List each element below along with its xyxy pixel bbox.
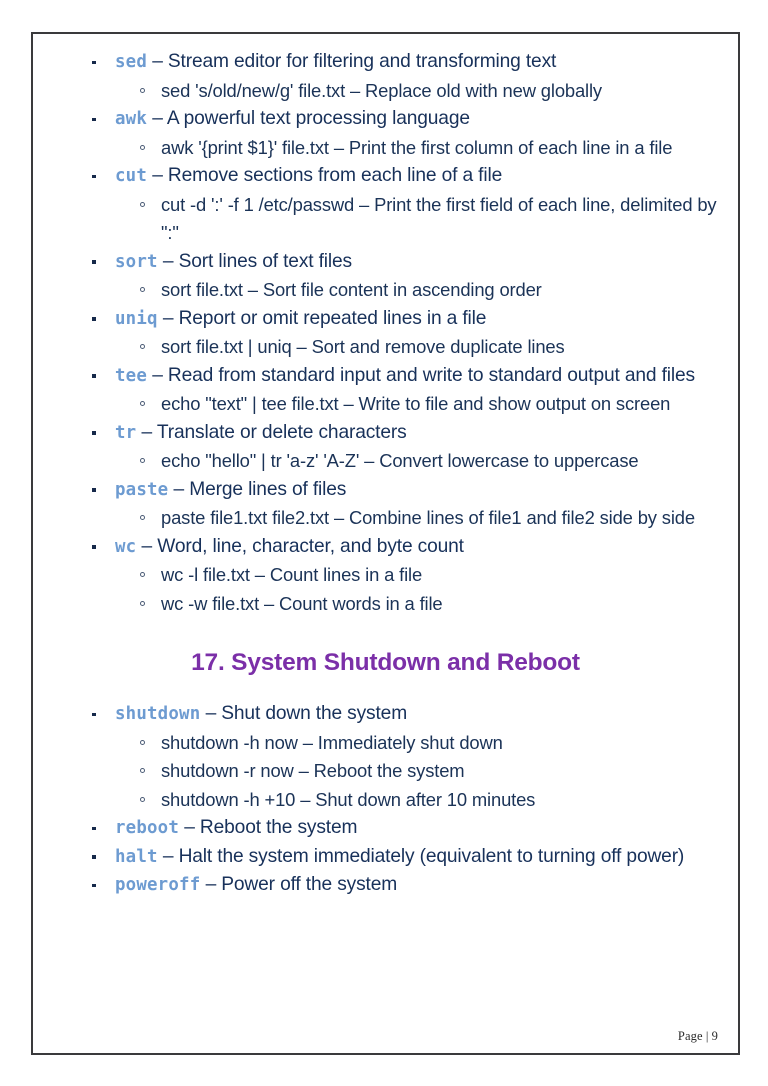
command-description: – Reboot the system (184, 817, 358, 838)
command-item (51, 700, 720, 814)
command-description: – Word, line, character, and byte count (141, 535, 464, 557)
command-item (51, 105, 720, 162)
command-item (51, 871, 720, 900)
command-item (51, 48, 720, 105)
page-footer: Page | 9 (677, 1029, 718, 1043)
command-example: echo "hello" | tr 'a-z' 'A-Z' – Convert lowercase to uppercase (115, 447, 720, 476)
command-example: wc -l file.txt – Count lines in a file (115, 561, 720, 590)
command-example-list (115, 390, 720, 419)
command-item (51, 362, 720, 419)
command-name: poweroff (115, 875, 201, 895)
command-description: – Shut down the system (205, 703, 408, 724)
command-example-list (115, 504, 720, 533)
command-item (51, 476, 720, 533)
command-description: – Translate or delete characters (141, 421, 407, 443)
command-item (51, 248, 720, 305)
command-name: shutdown (115, 704, 201, 724)
command-item (51, 162, 720, 248)
command-example: sort file.txt – Sort file content in ascending order (115, 276, 720, 305)
command-name: sed (115, 52, 148, 72)
command-example-list (115, 191, 720, 248)
command-description: – Power off the system (205, 874, 398, 895)
command-list-top (51, 48, 720, 618)
command-example: awk '{print $1}' file.txt – Print the first column of each line in a file (115, 134, 720, 163)
command-description: – Report or omit repeated lines in a file (162, 307, 487, 329)
command-item (51, 814, 720, 843)
command-example: paste file1.txt file2.txt – Combine lines of file1 and file2 side by side (115, 504, 720, 533)
command-example-list (115, 561, 720, 618)
command-example-list (115, 333, 720, 362)
command-item (51, 533, 720, 619)
command-example-list (115, 447, 720, 476)
command-description: – Halt the system immediately (equivalent to turning off power) (162, 845, 685, 867)
command-list-section (51, 700, 720, 900)
command-example-list (115, 276, 720, 305)
command-name: tr (115, 422, 137, 443)
section-heading: 17. System Shutdown and Reboot (191, 649, 580, 676)
command-description: – Read from standard input and write to standard output and files (152, 364, 695, 386)
command-name: cut (115, 166, 148, 186)
command-example-list (115, 134, 720, 163)
command-example-list (115, 729, 720, 815)
document-page (31, 32, 740, 1055)
command-example: echo "text" | tee file.txt – Write to file and show output on screen (115, 390, 720, 419)
command-description: – Sort lines of text files (162, 250, 353, 272)
page-content (33, 34, 738, 1053)
command-example: shutdown -h now – Immediately shut down (115, 729, 720, 758)
command-name: wc (115, 536, 137, 557)
command-name: halt (115, 846, 158, 867)
command-name: tee (115, 365, 148, 386)
command-example: cut -d ':' -f 1 /etc/passwd – Print the first field of each line, delimited by ":" (115, 191, 720, 248)
command-name: reboot (115, 818, 180, 838)
command-description: – Merge lines of files (173, 478, 347, 500)
command-example: shutdown -h +10 – Shut down after 10 minutes (115, 786, 720, 815)
command-description: – Remove sections from each line of a file (152, 165, 503, 186)
command-example: wc -w file.txt – Count words in a file (115, 590, 720, 619)
command-item (51, 419, 720, 476)
command-name: awk (115, 109, 148, 129)
command-example-list (115, 77, 720, 106)
command-example: shutdown -r now – Reboot the system (115, 757, 720, 786)
command-item (51, 305, 720, 362)
command-example: sort file.txt | uniq – Sort and remove duplicate lines (115, 333, 720, 362)
command-name: uniq (115, 308, 158, 329)
command-example: sed 's/old/new/g' file.txt – Replace old with new globally (115, 77, 720, 106)
command-name: paste (115, 479, 169, 500)
command-item (51, 843, 720, 872)
command-name: sort (115, 251, 158, 272)
command-description: – Stream editor for filtering and transforming text (152, 51, 557, 72)
command-description: – A powerful text processing language (152, 108, 470, 129)
